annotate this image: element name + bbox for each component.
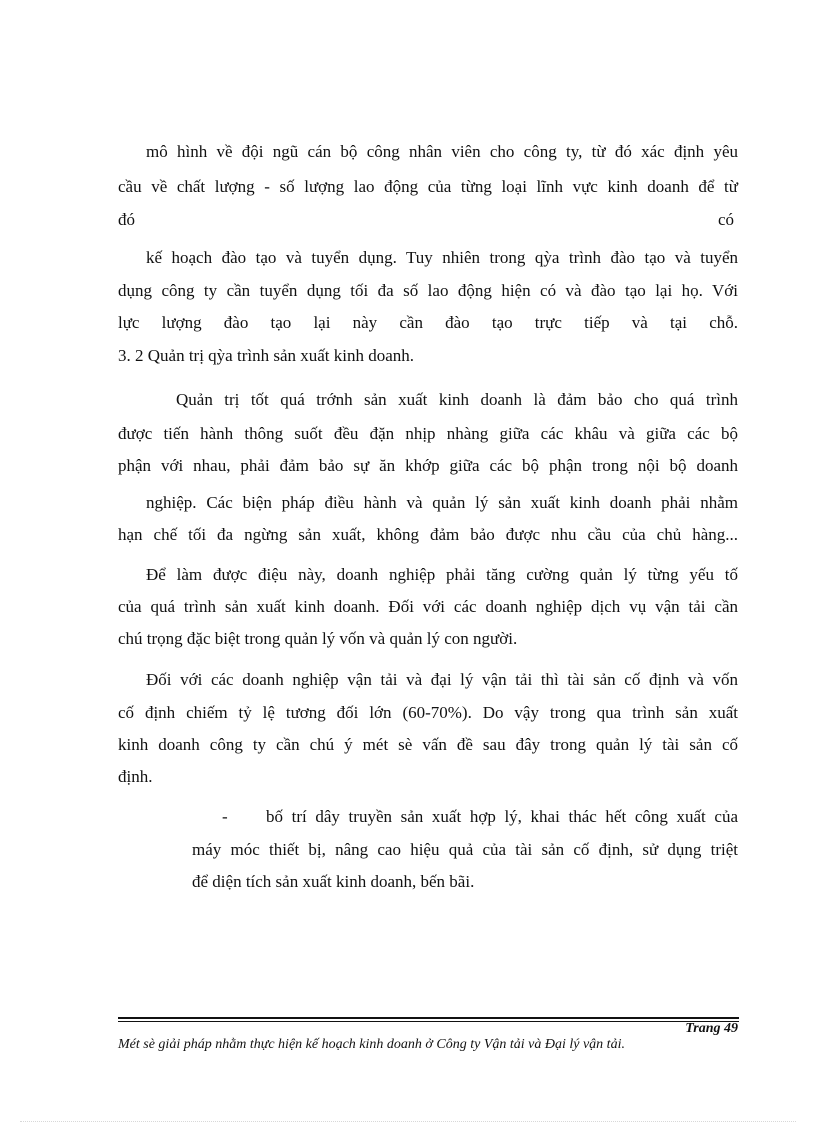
para4-line-1: Đối với các doanh nghiệp vận tải và đại lý vận tải thì tài sản cố định và vốn: [146, 670, 738, 689]
footer-title: Mét sè giải pháp nhằm thực hiện kế hoạch kinh doanh ở Công ty Vận tải và Đại lý vận tải.: [118, 1037, 625, 1052]
page-edge-divider: [20, 1121, 796, 1122]
bullet-line-3: để diện tích sản xuất kinh doanh, bến bãi.: [192, 872, 475, 891]
bullet-line-1: bố trí dây truyền sản xuất hợp lý, khai thác hết công xuất của: [266, 807, 738, 826]
page-number: Trang 49: [685, 1021, 738, 1036]
para3-line-2: của quá trình sản xuất kinh doanh. Đối với các doanh nghiệp dịch vụ vận tải cần: [118, 597, 738, 616]
para4-line-4: định.: [118, 767, 153, 786]
body-line-4: kế hoạch đào tạo và tuyển dụng. Tuy nhiên trong qỳa trình đào tạo và tuyển: [146, 248, 738, 267]
para4-line-3: kinh doanh công ty cần chú ý mét sè vấn đề sau đây trong quản lý tài sản cố: [118, 735, 738, 754]
para2-line-1: Quản trị tốt quá trớnh sản xuất kinh doanh là đảm bảo cho quá trình: [176, 390, 738, 409]
footer-rule-thin: [118, 1021, 739, 1022]
para4-line-2: cố định chiếm tỷ lệ tương đối lớn (60-70%). Do vậy trong qua trình sản xuất: [118, 703, 738, 722]
body-line-3a: đó: [118, 210, 135, 229]
body-line-5: dụng công ty cần tuyển dụng tối đa số lao động hiện có và đào tạo lại họ. Với: [118, 281, 738, 300]
para2-line-4: nghiệp. Các biện pháp điều hành và quản lý sản xuất kinh doanh phải nhằm: [146, 493, 738, 512]
body-line-3b: có: [718, 210, 735, 229]
body-line-6: lực lượng đào tạo lại này cần đào tạo trực tiếp và tại chỗ.: [118, 313, 738, 332]
para3-line-3: chú trọng đặc biệt trong quản lý vốn và quản lý con người.: [118, 629, 518, 648]
bullet-line-2: máy móc thiết bị, nâng cao hiệu quả của tài sản cố định, sử dụng triệt: [192, 840, 738, 859]
body-line-2: cầu về chất lượng - số lượng lao động của từng loại lĩnh vực kinh doanh để từ: [118, 177, 738, 196]
bullet-marker: -: [222, 807, 228, 826]
para2-line-2: được tiến hành thông suốt đều đặn nhịp nhàng giữa các khâu và giữa các bộ: [118, 424, 738, 443]
para2-line-3: phận với nhau, phải đảm bảo sự ăn khớp giữa các bộ phận trong nội bộ doanh: [118, 456, 738, 475]
body-line-1: mô hình về đội ngũ cán bộ công nhân viên cho công ty, từ đó xác định yêu: [146, 142, 738, 161]
para2-line-5: hạn chế tối đa ngừng sản xuất, không đảm bảo được nhu cầu của chủ hàng...: [118, 525, 738, 544]
section-heading: 3. 2 Quản trị qỳa trình sản xuất kinh doanh.: [118, 346, 415, 365]
footer-rule-thick: [118, 1017, 739, 1019]
para3-line-1: Để làm được điệu này, doanh nghiệp phải tăng cường quản lý từng yếu tố: [146, 565, 738, 584]
